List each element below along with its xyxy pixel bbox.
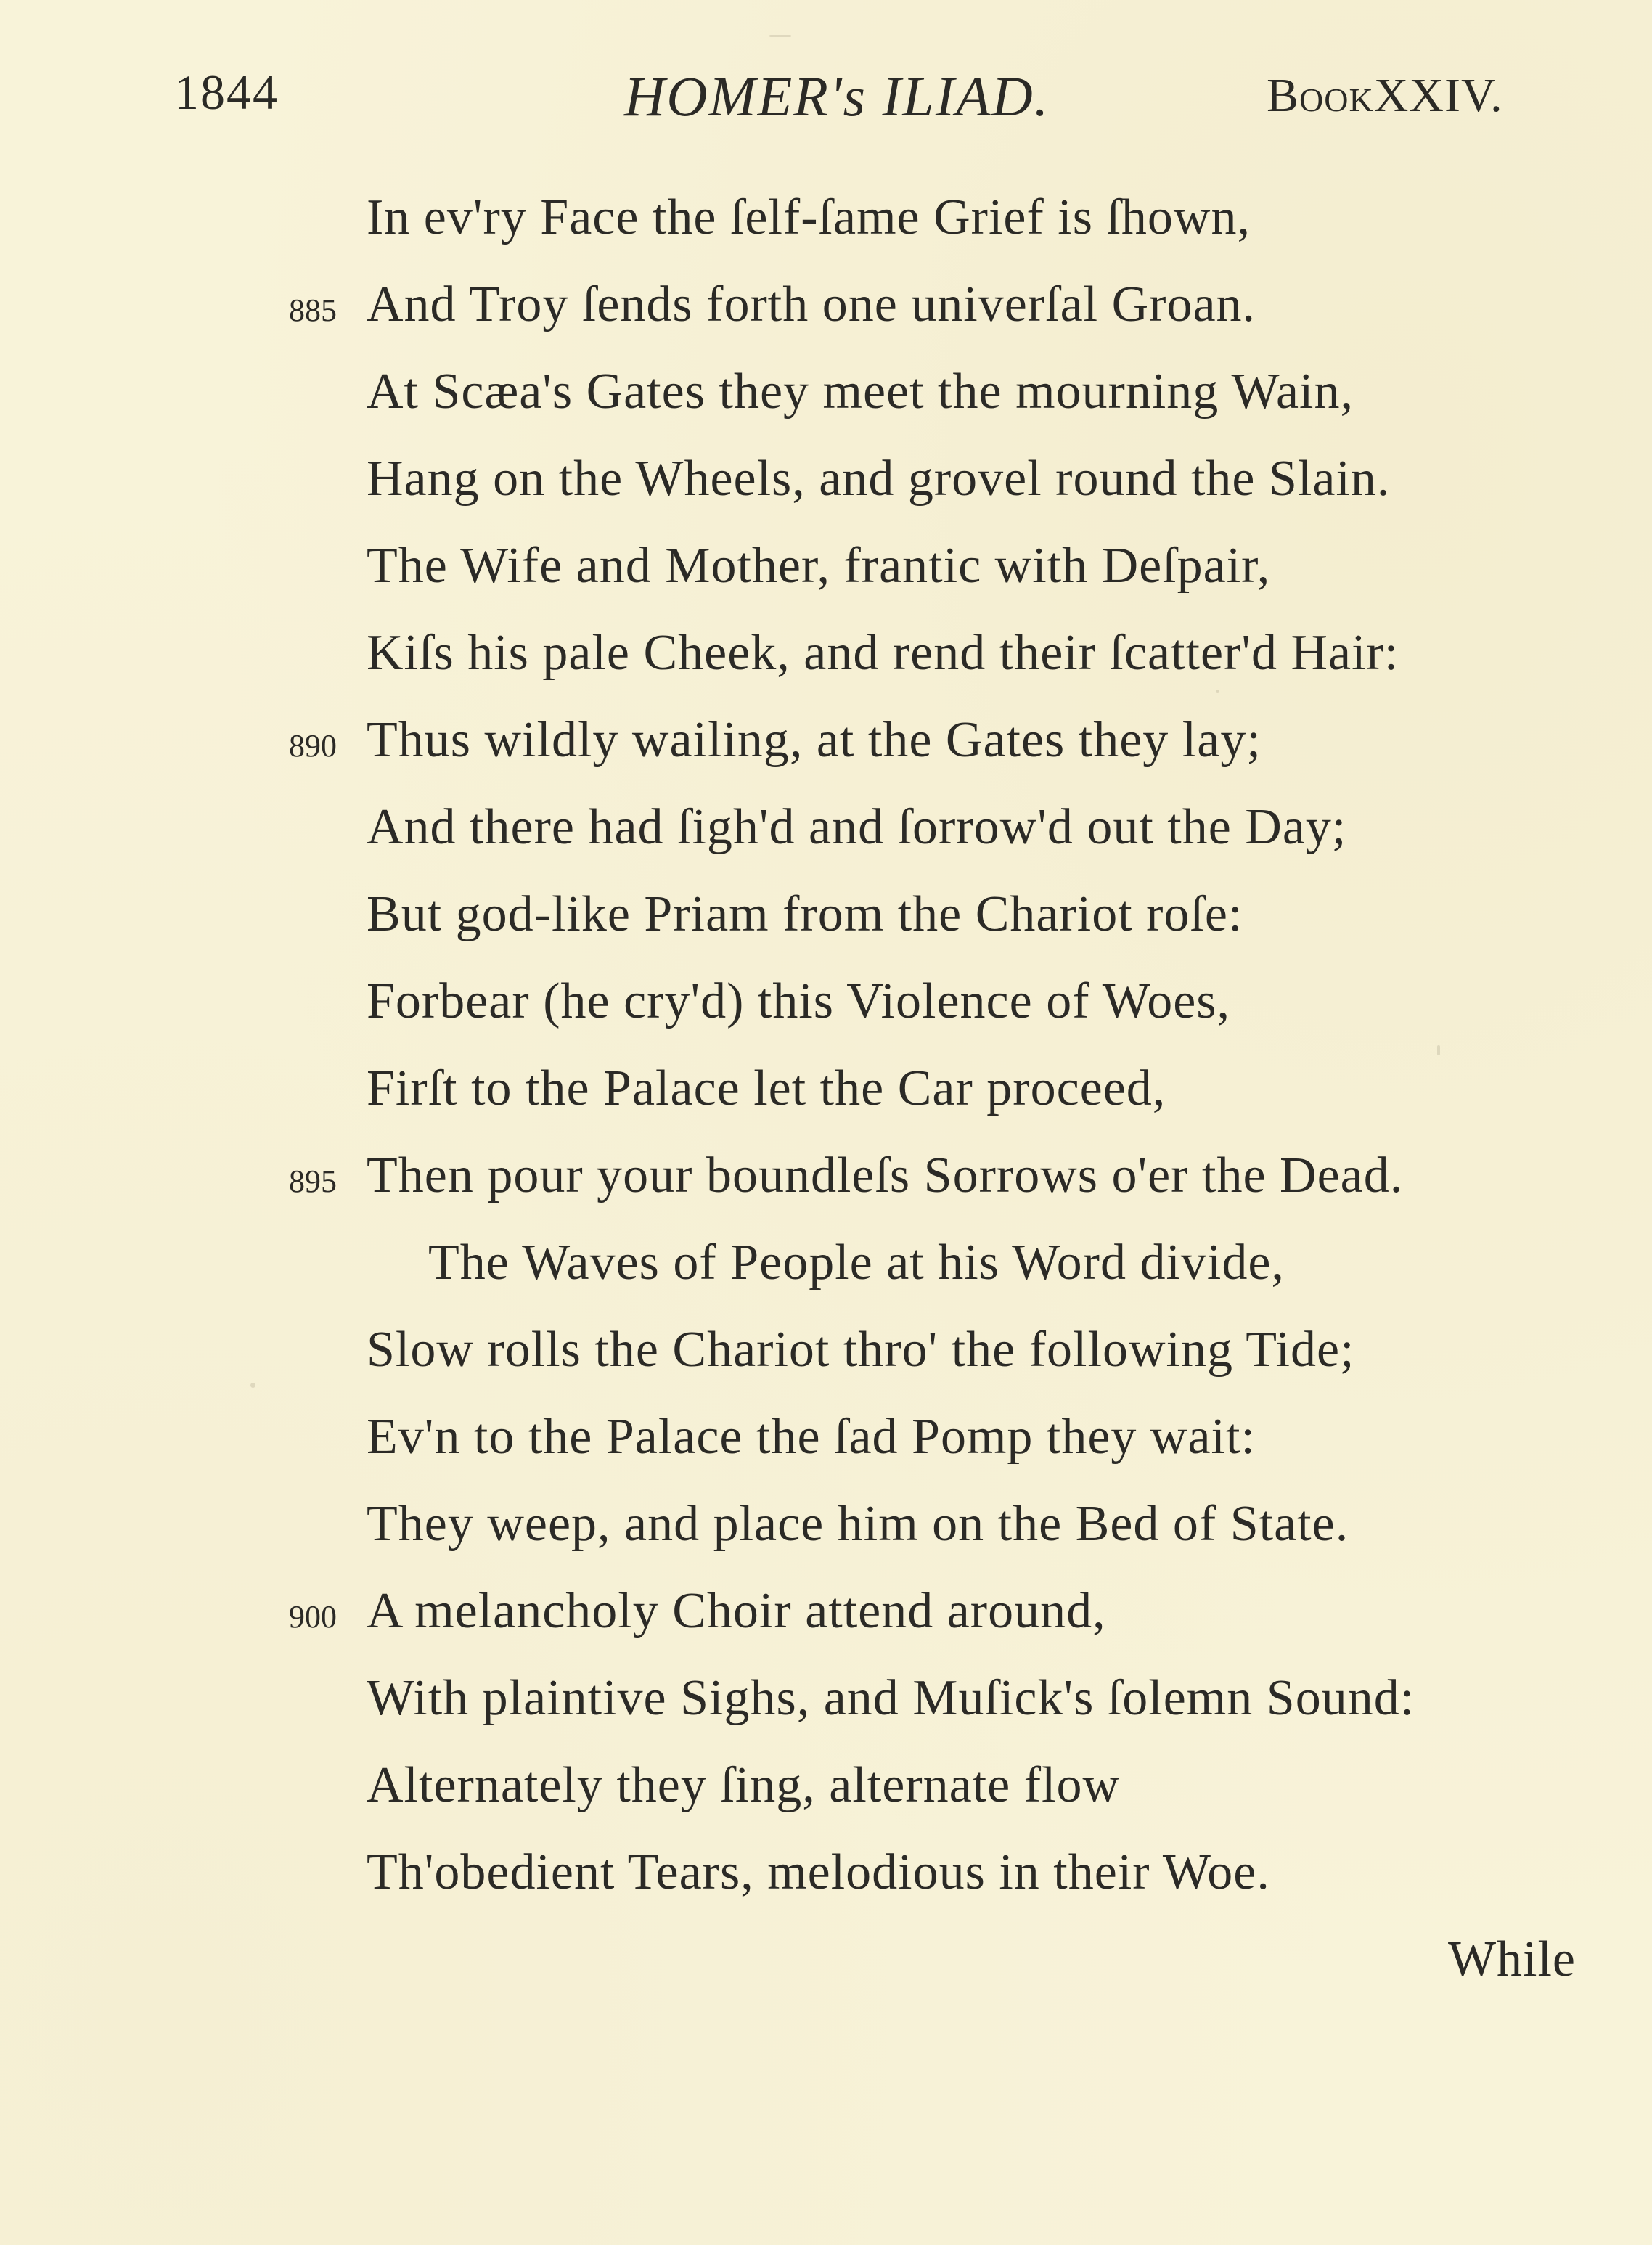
paper-fleck	[1216, 690, 1219, 693]
verse-line	[0, 261, 1652, 348]
verse-text: Then pour your boundleſs Sorrows o'er the Dead.	[367, 1148, 1404, 1203]
verse-line	[0, 523, 1652, 610]
verse-text: In ev'ry Face the ſelf-ſame Grief is ſhown,	[367, 189, 1251, 245]
verse-line	[0, 348, 1652, 435]
catchword: While	[1447, 1931, 1576, 1987]
book-number: XXIV.	[1373, 69, 1503, 122]
verse-line	[0, 1045, 1652, 1132]
verse-text: The Wife and Mother, frantic with Deſpair,	[367, 538, 1271, 594]
verse-line	[0, 610, 1652, 697]
line-number: 890	[289, 728, 337, 764]
verse-text: Thus wildly wailing, at the Gates they lay;	[367, 712, 1262, 768]
verse-text: They weep, and place him on the Bed of State.	[367, 1496, 1349, 1552]
verse-line	[0, 958, 1652, 1045]
line-number: 895	[289, 1164, 337, 1199]
verse-text: But god-like Priam from the Chariot roſe:	[367, 886, 1243, 942]
verse-line	[0, 1481, 1652, 1568]
verse-text: At Scæa's Gates they meet the mourning Wain,	[367, 364, 1354, 420]
verse-line	[0, 697, 1652, 784]
verse-line	[0, 1829, 1652, 1916]
line-number: 885	[289, 293, 337, 328]
verse-line	[0, 1132, 1652, 1219]
verse-text: The Waves of People at his Word divide,	[428, 1235, 1285, 1291]
line-number: 900	[289, 1599, 337, 1635]
paper-fleck	[769, 35, 791, 37]
poem-body	[0, 174, 1652, 1916]
verse-text: Alternately they ſing, alternate flow	[367, 1757, 1121, 1813]
verse-text: Forbear (he cry'd) this Violence of Woes,	[367, 973, 1231, 1029]
verse-text: Kiſs his pale Cheek, and rend their ſcatter'd Hair:	[367, 625, 1399, 681]
verse-text: Th'obedient Tears, melodious in their Woe.	[367, 1844, 1270, 1900]
verse-text: And there had ſigh'd and ſorrow'd out the Day;	[367, 799, 1347, 855]
paper-fleck	[250, 1383, 255, 1388]
verse-line	[0, 1394, 1652, 1481]
verse-line	[0, 1742, 1652, 1829]
verse-line	[0, 174, 1652, 261]
verse-text: A melancholy Choir attend around,	[367, 1583, 1106, 1639]
verse-line	[0, 1306, 1652, 1394]
verse-text: Slow rolls the Chariot thro' the following Tide;	[367, 1322, 1355, 1378]
verse-text: Firſt to the Palace let the Car proceed,	[367, 1060, 1166, 1116]
verse-line	[0, 1655, 1652, 1742]
verse-text: Ev'n to the Palace the ſad Pomp they wait:	[367, 1409, 1256, 1465]
verse-line	[0, 1568, 1652, 1655]
verse-text: And Troy ſends forth one univerſal Groan.	[367, 277, 1256, 332]
verse-line	[0, 1219, 1652, 1306]
running-title: HOMER's ILIAD.	[624, 65, 1050, 128]
verse-text: Hang on the Wheels, and grovel round the Slain.	[367, 451, 1391, 507]
verse-line	[0, 435, 1652, 523]
book-prefix: Book	[1267, 69, 1374, 122]
paper-fleck	[1437, 1045, 1440, 1055]
book-label	[1267, 68, 1503, 123]
verse-text: With plaintive Sighs, and Muſick's ſolemn Sound:	[367, 1670, 1415, 1726]
page-number: 1844	[174, 65, 279, 120]
verse-line	[0, 784, 1652, 871]
page-header	[0, 64, 1652, 136]
verse-line	[0, 871, 1652, 958]
